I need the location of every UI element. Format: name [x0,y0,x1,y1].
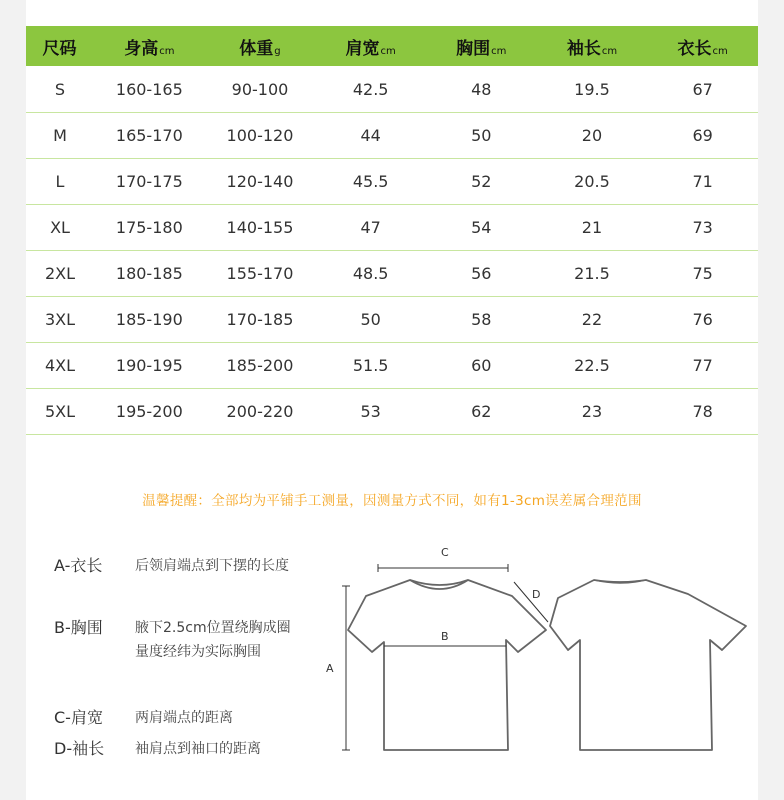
table-cell: 62 [426,389,537,435]
table-cell: 45.5 [315,159,426,205]
table-cell: S [26,66,94,113]
label-a: A [326,662,334,675]
table-row [26,343,758,389]
header-chest: 胸围cm [426,26,537,66]
table-cell: 180-185 [94,251,205,297]
table-cell: 190-195 [94,343,205,389]
definition-desc: 两肩端点的距离 [135,710,233,726]
header-length: 衣长cm [647,26,758,66]
table-cell: 170-185 [205,297,316,343]
table-cell: 100-120 [205,113,316,159]
table-cell: 22.5 [537,343,648,389]
definition-desc: 袖肩点到袖口的距离 [135,741,261,757]
table-cell: 60 [426,343,537,389]
table-cell: 51.5 [315,343,426,389]
tshirt-front-icon [348,580,546,750]
table-cell: 200-220 [205,389,316,435]
table-cell: 140-155 [205,205,316,251]
table-cell: 4XL [26,343,94,389]
table-row [26,297,758,343]
table-cell: 75 [647,251,758,297]
table-cell: 52 [426,159,537,205]
table-cell: 160-165 [94,66,205,113]
table-cell: 185-190 [94,297,205,343]
size-chart-table [26,26,758,435]
table-row [26,251,758,297]
table-row [26,66,758,113]
tshirt-back-icon [550,580,746,750]
table-cell: 21 [537,205,648,251]
table-cell: 20 [537,113,648,159]
table-cell: L [26,159,94,205]
table-cell: 195-200 [94,389,205,435]
page-left-margin [0,0,26,800]
label-d: D [532,588,541,601]
table-cell: 78 [647,389,758,435]
table-cell: 90-100 [205,66,316,113]
definition-term: A-衣长 [54,556,103,575]
table-cell: 76 [647,297,758,343]
table-cell: 5XL [26,389,94,435]
table-cell: 50 [315,297,426,343]
table-cell: 165-170 [94,113,205,159]
page-right-margin [758,0,784,800]
label-c: C [441,546,449,559]
label-b: B [441,630,449,643]
table-cell: 155-170 [205,251,316,297]
table-cell: 23 [537,389,648,435]
table-cell: 2XL [26,251,94,297]
table-cell: 56 [426,251,537,297]
table-cell: 20.5 [537,159,648,205]
definition-desc: 腋下2.5cm位置绕胸成圈量度经纬为实际胸围 [135,620,291,660]
table-header-row [26,26,758,66]
definition-term: C-肩宽 [54,708,103,727]
table-row [26,159,758,205]
definition-term: B-胸围 [54,618,103,637]
table-cell: 69 [647,113,758,159]
header-size: 尺码 [26,26,94,66]
table-cell: 170-175 [94,159,205,205]
table-cell: 48.5 [315,251,426,297]
table-cell: 47 [315,205,426,251]
table-cell: 67 [647,66,758,113]
definition-desc: 后领肩端点到下摆的长度 [135,558,289,574]
table-cell: 3XL [26,297,94,343]
table-cell: 54 [426,205,537,251]
header-height: 身高cm [94,26,205,66]
table-cell: 42.5 [315,66,426,113]
table-cell: 22 [537,297,648,343]
table-cell: 19.5 [537,66,648,113]
table-cell: 77 [647,343,758,389]
tshirt-diagram-svg [318,540,758,770]
table-row [26,113,758,159]
header-shoulder: 肩宽cm [315,26,426,66]
table-cell: 120-140 [205,159,316,205]
table-cell: 21.5 [537,251,648,297]
table-cell: 175-180 [94,205,205,251]
table-cell: XL [26,205,94,251]
tshirt-measurement-diagram [318,540,758,770]
table-cell: 53 [315,389,426,435]
table-cell: 50 [426,113,537,159]
table-cell: 71 [647,159,758,205]
table-row [26,389,758,435]
table-cell: 58 [426,297,537,343]
measurement-tip: 温馨提醒：全部均为平铺手工测量，因测量方式不同，如有1-3cm误差属合理范围 [142,493,642,509]
header-weight: 体重g [205,26,316,66]
table-cell: 185-200 [205,343,316,389]
table-cell: 44 [315,113,426,159]
table-cell: 48 [426,66,537,113]
header-sleeve: 袖长cm [537,26,648,66]
table-cell: 73 [647,205,758,251]
table-cell: M [26,113,94,159]
definition-term: D-袖长 [54,739,105,758]
table-row [26,205,758,251]
